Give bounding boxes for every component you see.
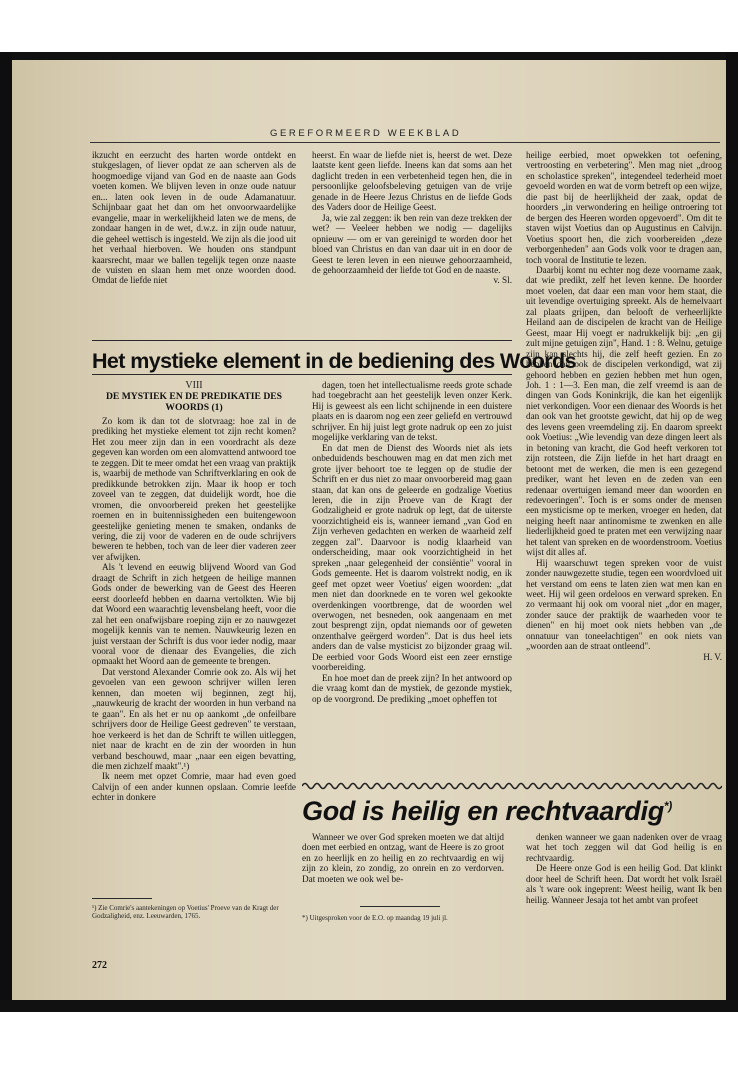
paragraph: Als 't levend en eeuwig blijvend Woord van God draagt de Schrift in zich hetgeen de heilige mannen Gods onder de bewerking van de Geest des Heeren eerst doorleefd hebben en daarna vertolkten. Wie bij dat Woord een waarachtig levensbelang heeft, voor die zal het een onafwijsbare roeping zijn er zo nauwgezet mogelijk kennis van te nemen. Nauwkeurig lezen en juist verstaan der Schrift is dus voor ieder nodig, maar vooral voor de dienaar des Evangelies, die zich opmaakt het Woord aan de gemeente te brengen. bbox=[92, 562, 296, 667]
page-number: 272 bbox=[92, 960, 107, 971]
top-column-1 bbox=[92, 150, 296, 325]
scan-edge-left bbox=[0, 52, 12, 1012]
bottom-margin bbox=[0, 1012, 738, 1068]
scan-edge-right bbox=[726, 52, 738, 1012]
top-column-2 bbox=[312, 150, 512, 325]
article2-title bbox=[302, 796, 722, 827]
article2-footnote: *) Uitgesproken voor de E.O. op maandag 19 juli jl. bbox=[302, 914, 448, 922]
article2-column-1 bbox=[302, 832, 504, 894]
article2-title-text: God is heilig en rechtvaardig bbox=[302, 796, 664, 826]
article1-column-1 bbox=[92, 416, 296, 890]
article2-footnote-rule bbox=[360, 906, 440, 907]
article1-subtitle: DE MYSTIEK EN DE PREDIKATIE DES WOORDS (1) bbox=[105, 391, 282, 413]
paragraph: Daarbij komt nu echter nog deze voorname zaak, dat wie predikt, zelf het leven kenne. De hoorder moet voelen, dat daar een man voor hem staat, die uit levendige overtuiging spreekt. Als de hemelvaart zal plaats grijpen, dan belooft de verheerlijkte Heiland aan de discipelen de kracht van de Heilige Geest, maar Hij voegt er nadrukkelijk bij: „en gij zult mijne getuigen zijn", Hand. 1 : 8. Welnu, getuige zijn kan slechts hij, die zelf heeft gezien. En zo hebben dan ook de discipelen verkondigd, wat zij gehoord hebben en gezien hebben met hun ogen, Joh. 1 : 1—3. Een man, die zelf vreemd is aan de dingen van Gods Koninkrijk, die kan het eigenlijk niet verkondigen. Voor een dienaar des Woords is het dan ook van het grootste gewicht, dat hij op de weg des levens geen vreemdeling zij. En daarom spreekt ook Voetius: „Wie levendig van deze dingen leert als in betoning van kracht, die God heeft verkoren tot zijn rotsteen, die Zijn liefde in het hart draagt en betoont met de werken, die men is een gezegend prediker, want het leven en de zeden van een redenaar overtuigen iemand meer dan woorden en redevoeringen". Toch is er soms onder de mensen een mysticisme op te merken, vroeger en heden, dat neiging heeft naar antinomisme te zwenken en alle liederlijkheid goed te praten met een verwijzing naar het talent van spreken en de woordenstroom. Voetius wijst dit alles af. bbox=[526, 264, 722, 558]
article1-column-2 bbox=[312, 380, 512, 776]
paragraph: denken wanneer we gaan nadenken over de vraag wat het toch zeggen wil dat God heilig is en rechtvaardig. bbox=[526, 832, 722, 863]
paragraph: Hij waarschuwt tegen spreken voor de vuist zonder nauwgezette studie, tegen een woordvloed uit het verstand om eens te laten zien wat men kan en weet. Hij wil geen ordeloos en verward spreken. En zo vermaant hij ook om vooral niet „dor en mager, zonder sauce der praktijk de waarheden voor te dienen" en hij moet ook niets hebben van „de onnatuur van toneelachtigen" en ook niets van „woorden aan de straat ontleend". bbox=[526, 557, 722, 652]
article1-column-3 bbox=[526, 150, 722, 770]
top-margin bbox=[0, 0, 738, 52]
signature: v. Sl. bbox=[493, 275, 512, 286]
paragraph: Ja, wie zal zeggen: ik ben rein van deze trekken der wet? — Veeleer hebben we nodig — dagelijks opnieuw — om er van gereinigd te worden door het bloed van Christus en dan van daar uit in en door de Geest te leren leven in een nieuwe gehoorzaamheid, de gehoorzaamheid der liefde tot God en de naaste. bbox=[312, 212, 512, 275]
paragraph: Wanneer we over God spreken moeten we dat altijd doen met eerbied en ontzag, want de Heere is zo groot en zo heerlijk en zo heilig en zo rechtvaardig en wij zijn zo klein, zo zondig, zo onrein en zo verdorven. Dat moeten we ook wel be- bbox=[302, 832, 504, 884]
paragraph: ikzucht en eerzucht des harten worde ontdekt en stukgeslagen, of liever opdat ze aan scherven als de hoogmoedige vijand van God en de naaste aan Gods voeten komen. We blijven leven in onze oude natuur en... laten ook leven in de oude Adamanatuur. Schijnbaar gaat het dan om het onvoorwaardelijke evangelie, maar in werkelijkheid laten we de mens, de zondaar hangen in de wet, d.w.z. in zijn oude natuur, die geheel wettisch is ingesteld. We zijn als die jood uit het verhaal hierboven. We houden ons standpunt kaarsrecht, maar we ballen tegelijk tegen onze naaste de vuisten en slaan hem met onze woorden dood. Omdat de liefde niet bbox=[92, 150, 296, 286]
paragraph: heerst. En waar de liefde niet is, heerst de wet. Deze laatste kent geen liefde. Ineens kan dat soms aan het daglicht treden in een verbetenheid tegen hen, die in persoonlijke geloofsbeleving getuigen van de vrije genade in de Heere Jezus Christus en de liefde Gods des Vaders door de Heilige Geest. bbox=[312, 150, 512, 213]
article1-footnote: ¹) Zie Comrie's aantekeningen op Voetius' Proeve van de Kragt der Godzaligheid, enz. Leeuwarden, 1765. bbox=[92, 904, 279, 921]
footnote-rule bbox=[92, 898, 152, 899]
scan-edge-bottom bbox=[0, 1000, 738, 1012]
header-rule bbox=[90, 142, 720, 143]
paragraph: En hoe moet dan de preek zijn? In het antwoord op die vraag komt dan de mystiek, de gezonde mystiek, op de voorgrond. De prediking „moet opheffen tot bbox=[312, 672, 512, 704]
ornamental-divider bbox=[302, 781, 722, 791]
article1-number: VIII bbox=[185, 380, 203, 391]
paragraph: heilige eerbied, moet opwekken tot oefening, vertroosting en verbetering". Men mag niet „droog en scholastice spreken", integendeel tederheid moet gevoeld worden en wat de vorm betreft op een wijze, die past bij de heerlijkheid der zaak, opdat de hoorders „in verwondering en heilige ontroering tot de bergen des Heeren worden opgevoerd". Om dit te staven wijst Voetius dan op Augustinus en Calvijn. Voetius spoort hen, die zich voorbereiden „deze verborgenheden" aan Gods volk voor te dragen aan, toch vooral de Institutie te lezen. bbox=[526, 150, 722, 265]
paragraph: Zo kom ik dan tot de slotvraag: hoe zal in de prediking het mystieke element tot zijn recht komen? Het zou meer zijn dan in een voordracht als deze gegeven kan worden om een alomvattend antwoord toe te zeggen. Dit te meer omdat het een vraag van praktijk is, waarbij de methode van Schriftverklaring en ook de predikkunde betrokken zijn. Maar ik hoop er toch zoveel van te zeggen, dat duidelijk wordt, hoe die vromen, die onvoorbereid preken het geestelijke roemen en in buitennissigheden een buitengewoon geestelijke genieting menen te smaken, ondanks de vering, die zij voor de vaderen en de oude schrijvers beweren te hebben, toch van de leer dier vaderen zeer ver afwijken. bbox=[92, 416, 296, 562]
paragraph: De Heere onze God is een heilig God. Dat klinkt door heel de Schrift heen. Dat wordt het volk Israël als 't ware ook ingeprent: Weest heilig, want Ik ben heilig. Wanneer Jesaja tot het ambt van profeet bbox=[526, 863, 722, 905]
paragraph: dagen, toen het intellectualisme reeds grote schade had toegebracht aan het geestelijk leven onzer Kerk. Hij is geweest als een licht schijnende in een duistere plaats en is daarom nog een zeer geliefd en vertrouwd schrijver. En hij juist legt grote nadruk op een zo juist mogelijke verklaring van de tekst. bbox=[312, 380, 512, 443]
paragraph: En dat men de Dienst des Woords niet als iets onbeduidends beschouwen mag en dat men zich met grote ijver behoort toe te leggen op de studie der Schrift en er dus niet zo maar onvoorbereid mag gaan staan, dat kan ons de geleerde en godzalige Voetius leren, die in zijn Proeve van de Kragt der Godzaligheid er grote nadruk op legt, dat de uiterste voorzichtigheid eis is, wanneer iemand „van God en Zijn verheven gedachten en werken de waarheid zelf zeggen zal". Daarvoor is nodig klaarheid van onderscheiding, maar ook voorzichtigheid in het spreken „naar gelegenheid der consiëntie" vooral in Gods gemeente. Het is daarom volstrekt nodig, en ik geef met opzet weer Voetius' eigen woorden: „dat men niet dan doorknede en te voren wel gekookte overdenkingen voortbrenge, dat de woorden wel overwogen, net besneden, ook aangenaam en met zout besprengt zijn, opdat niemands oor of geweten onzenthalve geërgerd worden". Dat is dus heel iets anders dan de valse mysticist zo bijzonder graag wil. De eerbied voor Gods Woord eist een zeer ernstige voorbereiding. bbox=[312, 442, 512, 673]
section-divider bbox=[92, 340, 512, 341]
paragraph: Ik neem met opzet Comrie, maar had even goed Calvijn of een ander kunnen opslaan. Comrie leefde echter in donkere bbox=[92, 771, 296, 803]
paragraph: Dat verstond Alexander Comrie ook zo. Als wij het gevoelen van een gewoon schrijver willen leren kennen, dan moeten wij beginnen, zegt hij, „nauwkeurig de kracht der woorden in hun verband na te gaan". En als het er nu op aankomt „de onfeilbare schrijvers door de Heilige Geest gedreven" te verstaan, hoe verkeerd is het dan de Schrift te willen uitleggen, niet naar de kracht en de zin der woorden in hun verband beschouwd, maar „naar een eigen bevatting, die men zichzelf maakt".¹) bbox=[92, 666, 296, 771]
article2-title-mark: *) bbox=[663, 799, 672, 813]
running-header: GEREFORMEERD WEEKBLAD bbox=[270, 128, 462, 139]
signature: H. V. bbox=[703, 651, 722, 662]
article1-title: Het mystieke element in de bediening des Woords bbox=[92, 349, 576, 373]
article2-column-2 bbox=[526, 832, 722, 928]
title-rule bbox=[92, 374, 512, 375]
